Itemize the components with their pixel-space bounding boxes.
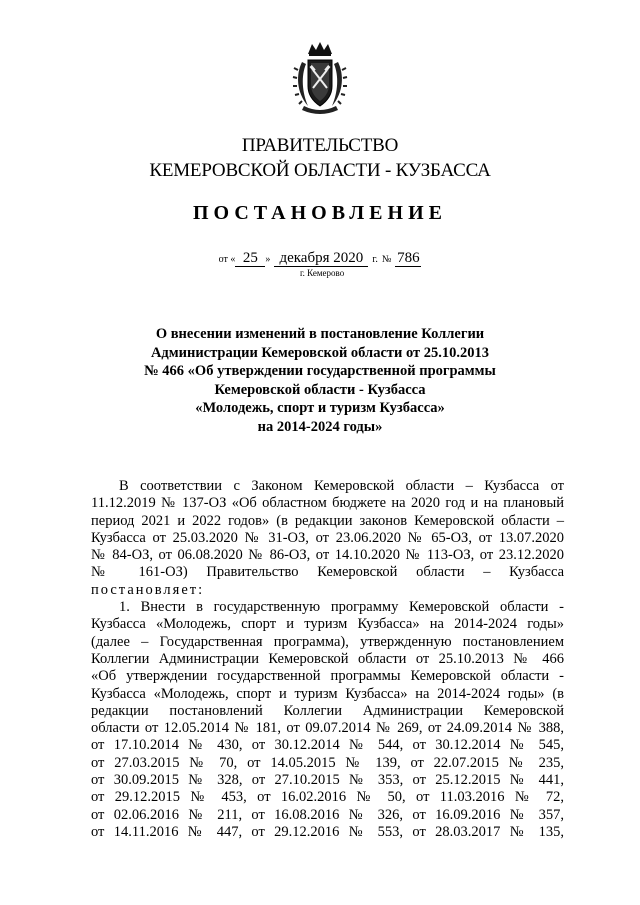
kuzbass-coat-of-arms-icon	[292, 40, 348, 118]
date-year-suffix: г.	[372, 254, 378, 265]
government-name-line2: КЕМЕРОВСКОЙ ОБЛАСТИ - КУЗБАССА	[149, 160, 491, 181]
title-line: на 2014-2024 годы»	[257, 418, 383, 435]
body-line: от 17.10.2014 № 430, от 30.12.2014 № 544, от 30.12.2014 № 545,	[91, 737, 564, 754]
document-title	[120, 325, 520, 436]
title-line: Кемеровской области - Кузбасса	[214, 381, 426, 398]
body-line: № 84-ОЗ, от 06.08.2020 № 86-ОЗ, от 14.10.2020 № 113-ОЗ, от 23.12.2020	[91, 547, 564, 564]
title-line: № 466 «Об утверждении государственной программы	[144, 363, 496, 379]
body-line: В соответствии с Законом Кемеровской области – Кузбасса от	[119, 478, 564, 494]
document-type-heading: ПОСТАНОВЛЕНИЕ	[193, 202, 447, 224]
title-line: Администрации Кемеровской области от 25.10.2013	[150, 344, 490, 361]
document-body	[91, 478, 564, 841]
title-line: О внесении изменений в постановление Коллегии	[155, 326, 485, 342]
date-day: 25	[235, 250, 265, 267]
body-line: Кузбасса «Молодежь, спорт и туризм Кузбасса» на 2014-2024 годы» (в	[91, 685, 564, 702]
body-line: № 161-ОЗ) Правительство Кемеровской области – Кузбасса	[91, 564, 564, 581]
body-line: от 14.11.2016 № 447, от 29.12.2016 № 553, от 28.03.2017 № 135,	[91, 823, 564, 840]
body-line: от 02.06.2016 № 211, от 16.08.2016 № 326, от 16.09.2016 № 357,	[91, 806, 564, 823]
date-month-year: декабря 2020	[274, 250, 368, 267]
title-line: «Молодежь, спорт и туризм Кузбасса»	[195, 400, 445, 416]
body-line: Кузбасса от 25.03.2020 № 31-ОЗ, от 23.06.2020 № 65-ОЗ, от 13.07.2020	[91, 529, 564, 546]
body-line: (далее – Государственная программа), утвержденную постановлением	[91, 633, 564, 650]
body-line: области от 12.05.2014 № 181, от 09.07.2014 № 269, от 24.09.2014 № 388,	[91, 720, 564, 737]
body-line: период 2021 и 2022 годов» (в редакции законов Кемеровской области –	[91, 512, 564, 529]
body-line-resolves: постановляет:	[91, 581, 205, 598]
date-prefix: от «	[218, 254, 236, 265]
body-line: Кузбасса «Молодежь, спорт и туризм Кузбасса» на 2014-2024 годы»	[91, 616, 564, 633]
document-date-line	[0, 249, 640, 267]
date-mid: »	[265, 254, 271, 265]
body-line: от 30.09.2015 № 328, от 27.10.2015 № 353, от 25.12.2015 № 441,	[91, 772, 564, 789]
body-line: от 27.03.2015 № 70, от 14.05.2015 № 139, от 22.07.2015 № 235,	[91, 754, 564, 771]
body-line: от 29.12.2015 № 453, от 16.02.2016 № 50, от 11.03.2016 № 72,	[91, 789, 564, 806]
document-number: 786	[397, 250, 420, 266]
document-number-label: №	[381, 254, 392, 265]
body-line: редакции постановлений Коллегии Администрации Кемеровской	[91, 702, 564, 719]
body-line: «Об утверждении государственной программы Кемеровской области -	[91, 668, 564, 685]
body-line: 1. Внести в государственную программу Кемеровской области -	[119, 599, 564, 616]
body-line: Коллегии Администрации Кемеровской области от 25.10.2013 № 466	[91, 650, 564, 667]
body-line: 11.12.2019 № 137-ОЗ «Об областном бюджете на 2020 год и на плановый	[91, 495, 564, 512]
document-city: г. Кемерово	[300, 268, 345, 278]
government-name-line1: ПРАВИТЕЛЬСТВО	[241, 135, 399, 156]
